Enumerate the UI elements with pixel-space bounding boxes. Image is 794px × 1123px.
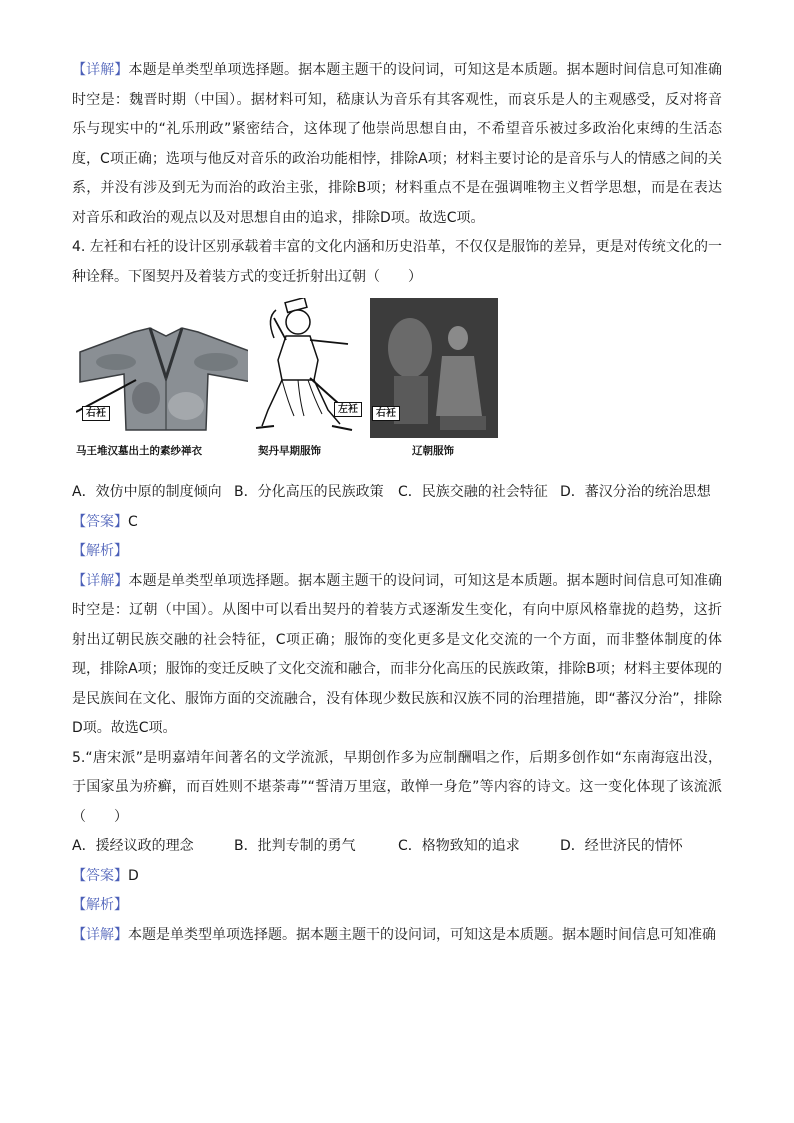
q3-detail-text: 本题是单类型单项选择题。据本题主题干的设问词，可知这是本质题。据本题时间信息可知准确时空是：魏晋时期（中国）。据材料可知，嵇康认为音乐有其客观性，而哀乐是人的主观感受，反对将音乐与现实中的“礼乐刑政”紧密结合，这体现了他崇尚思想自由，不希望音乐被过多政治化束缚的生活态度，C项正确；选项与他反对音乐的政治功能相悖，排除A项；材料主要讨论的是音乐与人的情感之间的关系，并没有涉及到无为而治的政治主张，排除B项；材料重点不是在强调唯物主义哲学思想，而是在表达对音乐和政治的观点以及对思想自由的追求，排除D项。故选C项。 (72, 62, 723, 226)
q4-answer (72, 508, 722, 538)
answer-tag: 【答案】 (72, 867, 128, 884)
answer-tag: 【答案】 (72, 513, 128, 530)
q5-option-d[interactable]: D．经世济民的情怀 (560, 838, 683, 854)
q5-option-b[interactable]: B．批判专制的勇气 (234, 838, 356, 854)
q5-option-c[interactable]: C．格物致知的追求 (398, 838, 520, 854)
q4-options (72, 478, 722, 508)
q4-answer-value: C (128, 513, 138, 530)
q4-option-b[interactable]: B．分化高压的民族政策 (234, 484, 384, 500)
q5-answer-value: D (128, 867, 139, 884)
q4-option-c[interactable]: C．民族交融的社会特征 (398, 484, 548, 500)
q5-detail (72, 921, 722, 951)
detail-tag: 【详解】 (72, 62, 129, 78)
caption-robe: 马王堆汉墓出土的素纱禅衣 (76, 445, 202, 457)
document-page (72, 56, 722, 950)
caption-liao: 辽朝服饰 (412, 445, 454, 457)
q4-option-d[interactable]: D．蕃汉分治的统治思想 (560, 484, 711, 500)
q5-analysis-heading (72, 891, 722, 921)
khitan-early-image (248, 298, 366, 438)
q4-stem: 4. 左衽和右衽的设计区别承载着丰富的文化内涵和历史沿革，不仅仅是服饰的差异，更是对传统文化的一种诠释。下图契丹及着装方式的变迁折射出辽朝（ ） (72, 239, 722, 285)
analysis-tag: 【解析】 (72, 543, 128, 559)
q4-detail-text: 本题是单类型单项选择题。据本题主题干的设问词，可知这是本质题。据本题时间信息可知准确时空是：辽朝（中国）。从图中可以看出契丹的着装方式逐渐发生变化，有向中原风格靠拢的趋势，这折射出辽朝民族交融的社会特征，C项正确；服饰的变化更多是文化交流的一个方面，而非整体制度的体现，排除A项；服饰的变迁反映了文化交流和融合，而非分化高压的民族政策，排除B项；材料主要体现的是民族间在文化、服饰方面的交流融合，没有体现少数民族和汉族不同的治理措施，即“蕃汉分治”，排除D项。故选C项。 (72, 572, 723, 736)
q5-answer (72, 862, 722, 892)
q5-option-a[interactable]: A．援经议政的理念 (72, 838, 194, 854)
q5-stem: 5.“唐宋派”是明嘉靖年间著名的文学流派，早期创作多为应制酬唱之作，后期多创作如“东南海寇出没，于国家虽为疥癣，而百姓则不堪荼毒”“誓清万里寇，敢惮一身危”等内容的诗文。这一变化体现了该流派（ ） (72, 749, 722, 825)
detail-tag: 【详解】 (72, 572, 129, 589)
q4-option-a[interactable]: A．效仿中原的制度倾向 (72, 484, 222, 500)
caption-khitan-early: 契丹早期服饰 (258, 445, 321, 457)
q4-figure (72, 298, 722, 466)
left-lapel-label: 左衽 (334, 402, 362, 417)
q5-options (72, 832, 722, 862)
q4-analysis-heading (72, 537, 722, 567)
detail-tag: 【详解】 (72, 926, 128, 943)
analysis-tag: 【解析】 (72, 897, 128, 913)
q5-detail-text: 本题是单类型单项选择题。据本题主题干的设问词，可知这是本质题。据本题时间信息可知准确 (128, 926, 716, 943)
right-lapel-label-1: 右衽 (82, 406, 110, 421)
right-lapel-label-2: 右衽 (372, 406, 400, 421)
q4-detail (72, 567, 722, 744)
q3-detail (72, 56, 722, 233)
